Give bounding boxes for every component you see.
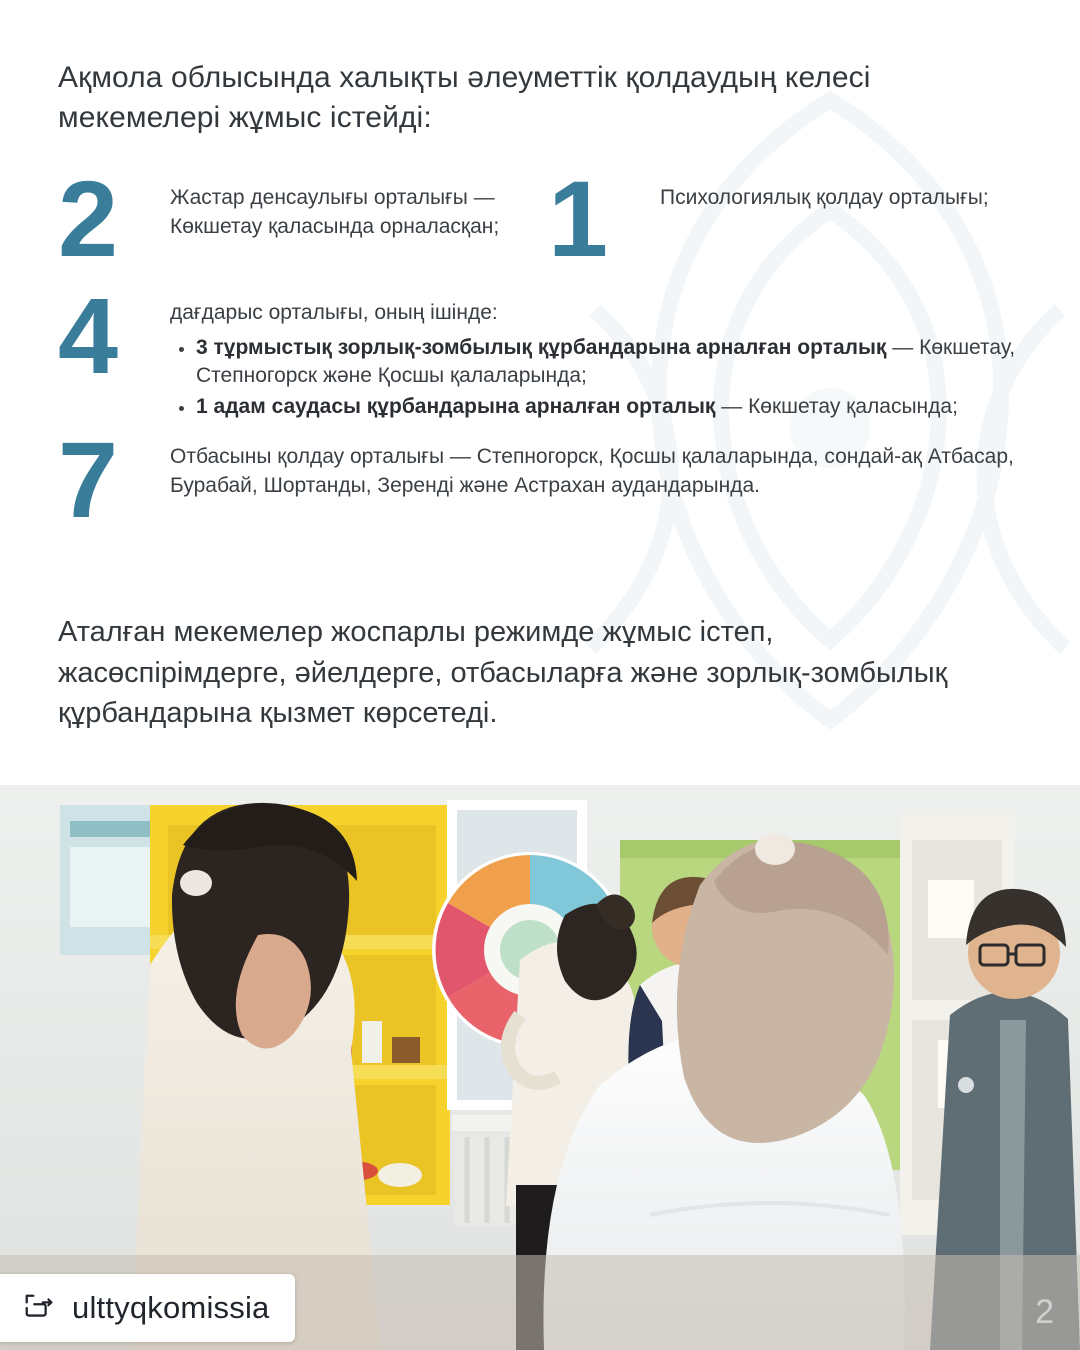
bullet-rest-text: — Көкшетау қаласында; [715, 394, 958, 418]
list-item [196, 334, 1028, 391]
list-item [548, 158, 1018, 279]
item-number: 4 [58, 274, 116, 396]
page-number: 2 [1035, 1293, 1054, 1331]
list-row-pair [58, 158, 1028, 279]
bullet-bold-text: 1 адам саудасы құрбандарына арналған орталық [196, 394, 716, 418]
item-text: дағдарыс орталығы, оның ішінде: [170, 300, 498, 324]
list-item [58, 274, 1028, 424]
item-number: 1 [548, 158, 606, 279]
item-text: Психологиялық қолдау орталығы; [660, 186, 989, 209]
repost-icon [22, 1291, 56, 1325]
closing-paragraph: Аталған мекемелер жоспарлы режимде жұмыс істеп, жасөспірімдерге, әйелдерге, отбасыларға және зорлық-зомбылық құрбандарына қызмет көрсетеді. [58, 616, 948, 730]
list-item [58, 419, 1028, 541]
item-text: Отбасыны қолдау орталығы — Степногорск, Қосшы қалаларында, сондай-ақ Атбасар, Бурабай, Шортанды, Зеренді және Астрахан аудандарында. [170, 445, 1014, 498]
photo-scene [0, 785, 1080, 1350]
item-body [170, 285, 1028, 424]
repost-handle-chip [0, 1274, 295, 1342]
bullet-bold-text: 3 тұрмыстық зорлық-зомбылық құрбандарына арналған орталық [196, 335, 887, 359]
repost-handle-text: ulttyqkomissia [72, 1290, 270, 1325]
item-number: 7 [58, 419, 116, 541]
bullet-rest-text: — Көкшетау, Степногорск және Қосшы қалаларында; [196, 335, 1016, 388]
institution-list [58, 158, 1028, 541]
list-item [58, 158, 548, 279]
page-title: Ақмола облысында халықты әлеуметтік қолдаудың келесі мекемелері жұмыс істейді: [58, 61, 871, 135]
item-text: Жастар денсаулығы орталығы — Көкшетау қаласында орналасқан; [170, 186, 500, 238]
item-number: 2 [58, 158, 116, 279]
list-item [196, 393, 1028, 422]
item-bullets [170, 334, 1028, 422]
photo-illustration [0, 785, 1080, 1350]
